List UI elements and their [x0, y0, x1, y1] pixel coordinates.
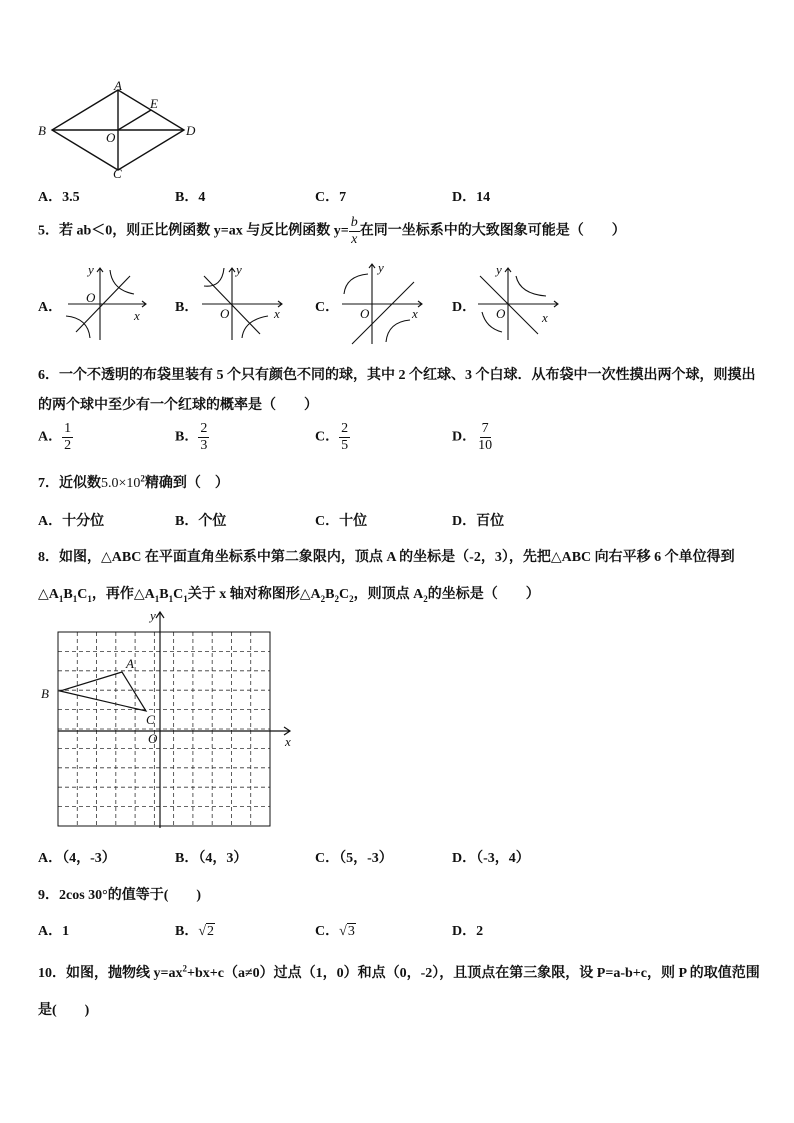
svg-text:O: O	[86, 290, 96, 305]
rhombus-label-e: E	[150, 96, 158, 111]
q8-option-a[interactable]: A．（4，-3）	[38, 851, 116, 866]
q6-option-b[interactable]: B． $\frac{2}{3}$	[175, 421, 208, 453]
q6-option-c[interactable]: C． $\frac{2}{5}$	[315, 421, 349, 453]
q5-stem: 5．若 ab＜0，则正比例函数 y=ax 与反比例函数 y= $\frac{b}{x}$ 在同一坐标系中的大致图象可能是（ ）	[38, 215, 626, 247]
svg-text:y: y	[236, 262, 242, 277]
q10-stem-line1: 10．如图，抛物线 $y=ax^2+bx+c(a\ne 0)$过点（1，0）和点（0，-2），且顶点在第三象限，设 P=a-b+c，则 P 的取值范围	[38, 963, 760, 981]
rhombus-label-d: D	[186, 123, 196, 138]
rhombus-label-o: O	[106, 130, 116, 145]
q5-fraction: $\frac{b}{x}$	[350, 215, 358, 247]
q5-option-d-label[interactable]: D．	[452, 300, 477, 315]
q8-label-b: B	[41, 686, 49, 701]
svg-text:O: O	[360, 306, 370, 321]
q8-label-x: x	[285, 734, 291, 749]
q7-option-b[interactable]: B．个位	[175, 514, 227, 529]
q8-grid-figure	[36, 606, 298, 834]
svg-text:x: x	[412, 306, 418, 321]
q5-option-a-label[interactable]: A．	[38, 300, 63, 315]
svg-text:y: y	[496, 262, 502, 277]
q7-option-a[interactable]: A．十分位	[38, 514, 105, 529]
q5-graph-c[interactable]	[338, 258, 430, 348]
svg-text:x: x	[542, 310, 548, 325]
q5-option-b-label[interactable]: B．	[175, 300, 199, 315]
q6-stem-line1: 6．一个不透明的布袋里装有 5 个只有颜色不同的球，其中 2 个红球、3 个白球．从布袋中一次性摸出两个球，则摸出	[38, 368, 756, 383]
q9-option-c[interactable]: C．√3	[315, 924, 355, 939]
q8-label-o: O	[148, 731, 158, 746]
q8-option-c[interactable]: C．（5，-3）	[315, 851, 393, 866]
q4-option-d[interactable]: D．14	[452, 190, 491, 205]
q9-stem: 9．2cos 30°的值等于( )	[38, 888, 202, 903]
svg-text:O: O	[496, 306, 506, 321]
q7-option-d[interactable]: D．百位	[452, 514, 505, 529]
q8-option-d[interactable]: D．（-3，4）	[452, 851, 530, 866]
q5-option-c-label[interactable]: C．	[315, 300, 340, 315]
svg-text:x: x	[274, 306, 280, 321]
q9-option-a[interactable]: A．1	[38, 924, 70, 939]
svg-text:y: y	[378, 260, 384, 275]
q7-stem: 7．近似数$5.0\times 10^2$精确到（ ）	[38, 473, 229, 491]
sqrt-symbol: √	[198, 924, 207, 939]
svg-text:x: x	[134, 308, 140, 323]
rhombus-label-b: B	[38, 123, 46, 138]
q10-stem-line2: 是( )	[38, 1003, 90, 1018]
svg-text:O: O	[220, 306, 230, 321]
svg-text:y: y	[88, 262, 94, 277]
sqrt-symbol: √	[339, 924, 347, 939]
q6-option-a[interactable]: A． $\frac{1}{2}$	[38, 421, 72, 453]
rhombus-label-a: A	[114, 80, 122, 93]
q8-option-b[interactable]: B．（4，3）	[175, 851, 248, 866]
q7-option-c[interactable]: C．十位	[315, 514, 368, 529]
q9-option-b[interactable]: B．√2	[175, 924, 215, 939]
q5-graph-b[interactable]	[198, 262, 288, 344]
q9-option-d[interactable]: D．2	[452, 924, 484, 939]
q8-label-c: C	[146, 712, 155, 727]
q4-option-b[interactable]: B．4	[175, 190, 206, 205]
q5-graph-a[interactable]	[62, 262, 152, 344]
q6-stem-line2: 的两个球中至少有一个红球的概率是（ ）	[38, 398, 318, 413]
rhombus-figure	[36, 80, 206, 180]
q4-option-c[interactable]: C．7	[315, 190, 347, 205]
q4-option-a[interactable]: A．3.5	[38, 190, 80, 205]
rhombus-label-c: C	[113, 166, 122, 180]
q8-label-y: y	[150, 608, 156, 623]
q6-option-d[interactable]: D． $\frac{7}{10}$	[452, 421, 493, 453]
q8-label-a: A	[126, 656, 134, 671]
q8-stem-line2: $\triangle A_1B_1C_1$，再作$\triangle A_1B_1C_1$关于 x 轴对称图形$\triangle A_2B_2C_2$，则顶点 $A_2$的坐标是（ ）	[38, 587, 540, 604]
q5-graph-d[interactable]	[474, 262, 566, 344]
q8-stem-line1: 8．如图，△ABC 在平面直角坐标系中第二象限内，顶点 A 的坐标是（-2，3），先把△ABC 向右平移 6 个单位得到	[38, 550, 735, 565]
